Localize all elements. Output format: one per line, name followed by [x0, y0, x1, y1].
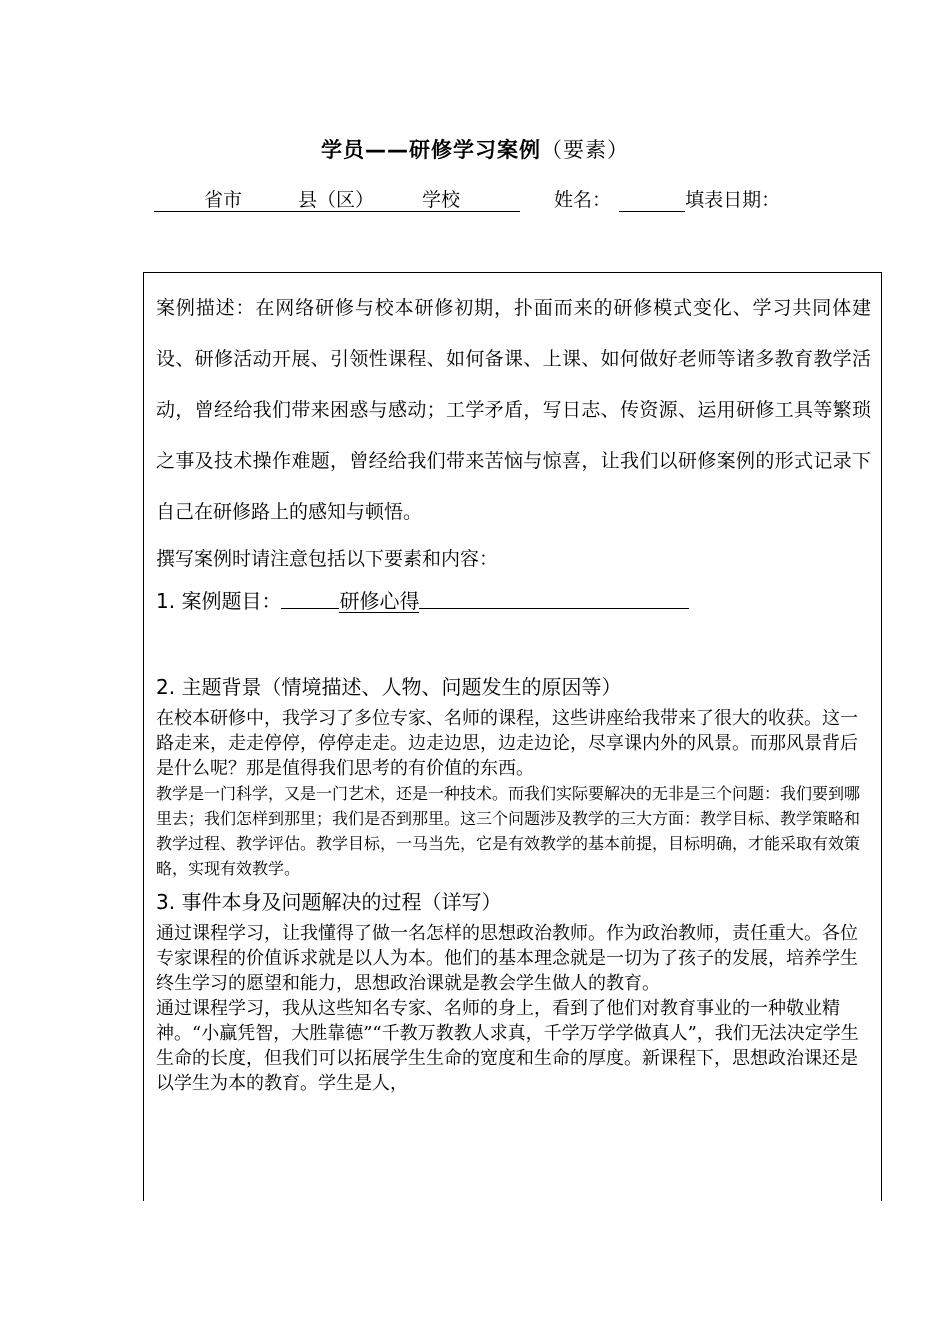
section-1-title [156, 586, 871, 616]
section-1-label: 1. 案例题目： [156, 589, 282, 613]
name-label: 姓名： [554, 189, 612, 211]
school-trailing-blank [460, 187, 520, 212]
county-label: 县（区） [298, 189, 375, 211]
province-label: 省市 [204, 189, 243, 211]
case-box [143, 272, 882, 1201]
title-blank-right [419, 586, 689, 609]
writing-hint: 撰写案例时请注意包括以下要素和内容： [156, 548, 499, 570]
section-3-paragraph-2: 通过课程学习，我从这些知名专家、名师的身上，看到了他们对教育事业的一种敬业精神。“小赢凭智，大胜靠德”“千教万教教人求真，千学万学学做真人”，我们无法决定学生生命的长度，但我们可以拓展学生生命的宽度和生命的厚度。新课程下，思想政治课还是以学生为本的教育。学生是人， [156, 998, 859, 1094]
section-3-paragraph-1: 通过课程学习，让我懂得了做一名怎样的思想政治教师。作为政治教师，责任重大。各位专家课程的价值诉求就是以人为本。他们的基本理念就是一切为了孩子的发展，培养学生终生学习的愿望和能力，思想政治课就是教会学生做人的教育。 [156, 923, 858, 994]
title-main: 学员——研修学习案例 [321, 138, 541, 162]
school-blank [374, 187, 422, 212]
title-suffix: （要素） [541, 138, 629, 162]
name-blank [619, 187, 685, 212]
province-blank [154, 187, 204, 212]
city-blank [242, 187, 298, 212]
section-3-title: 3. 事件本身及问题解决的过程（详写） [156, 890, 502, 914]
case-title-value: 研修心得 [339, 586, 419, 613]
case-description: 案例描述：在网络研修与校本研修初期，扑面而来的研修模式变化、学习共同体建设、研修活动开展、引领性课程、如何备课、上课、如何做好老师等诸多教育教学活动，曾经给我们带来困惑与感动；工学矛盾，写日志、传资源、运用研修工具等繁琐之事及技术操作难题，曾经给我们带来苦恼与惊喜，让我们以研修案例的形式记录下自己在研修路上的感知与顿悟。 [156, 297, 871, 523]
date-label: 填表日期： [685, 189, 781, 211]
info-line [154, 187, 780, 213]
section-2-paragraph-1: 在校本研修中，我学习了多位专家、名师的课程，这些讲座给我带来了很大的收获。这一路走来，走走停停，停停走走。边走边思，边走边论，尽享课内外的风景。而那风景背后是什么呢？那是值得我们思考的有价值的东西。 [156, 708, 858, 779]
title-blank-left [281, 586, 339, 609]
section-2-paragraph-2: 教学是一门科学，又是一门艺术，还是一种技术。而我们实际要解决的无非是三个问题：我们要到哪里去；我们怎样到那里；我们是否到那里。这三个问题涉及教学的三大方面：教学目标、教学策略和教学过程、教学评估。教学目标，一马当先，它是有效教学的基本前提，目标明确，才能采取有效策略，实现有效教学。 [156, 784, 861, 878]
section-2-title: 2. 主题背景（情境描述、人物、问题发生的原因等） [156, 675, 622, 699]
document-title [0, 134, 950, 164]
school-label: 学校 [422, 189, 461, 211]
